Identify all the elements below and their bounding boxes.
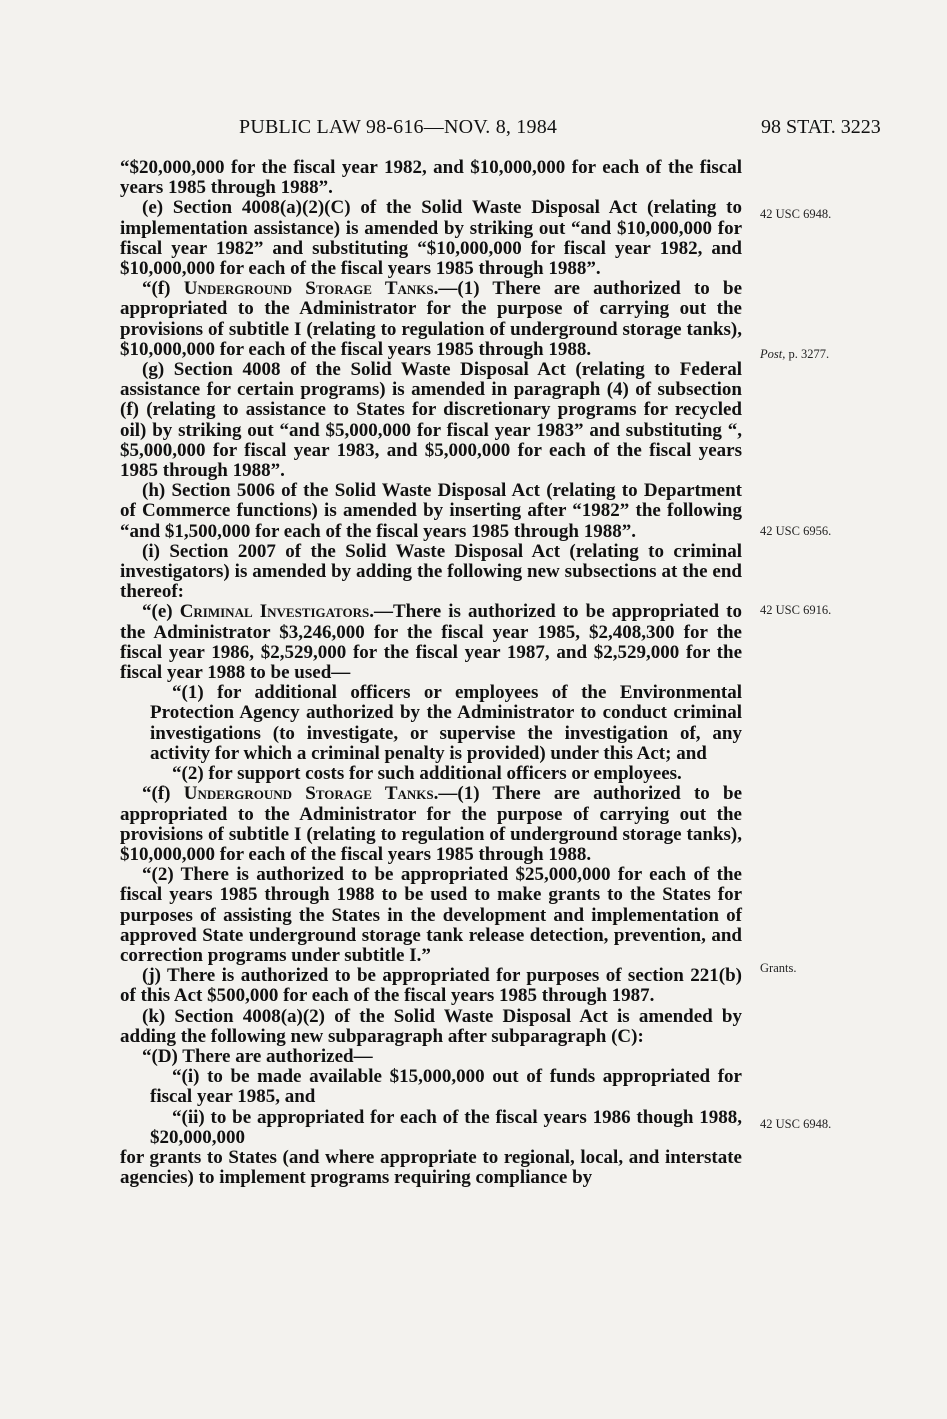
paragraph-criminal-investigators: “(e) Criminal Investigators.—There is authorized to be appropriated to the Administrator $3,246,000 for the fiscal year 1985, $2,408,300 for the fiscal year 1986, $2,529,000 for the fiscal year 1987, and $2,529,000 for the fiscal year 1988 to be used— xyxy=(120,601,742,684)
paragraph-f-underground-tanks: “(f) Underground Storage Tanks.—(1) There are authorized to be appropriated to the Administrator for the purpose of carrying out the provisions of subtitle I (relating to regulation of underground storage tanks), $10,000,000 for each of the fiscal years 1985 through 1988. xyxy=(120,278,742,360)
paragraph-g: (g) Section 4008 of the Solid Waste Disposal Act (relating to Federal assistance for certain programs) is amended in paragraph (4) of subsection (f) (relating to assistance to States for discretionary programs for recycled oil) by striking out “and $5,000,000 for fiscal year 1983” and substituting “, $5,000,000 for fiscal year 1983, and $5,000,000 for each of the fiscal years 1985 through 1988”. xyxy=(120,359,742,482)
paragraph-continuation: “$20,000,000 for the fiscal year 1982, and $10,000,000 for each of the fiscal years 1985 through 1988”. xyxy=(120,157,742,199)
paragraph-k: (k) Section 4008(a)(2) of the Solid Waste Disposal Act is amended by adding the following new subparagraph after subparagraph (C): xyxy=(120,1005,742,1047)
margin-note-grants: Grants. xyxy=(760,961,797,975)
margin-note-usc-6956: 42 USC 6956. xyxy=(760,524,832,538)
statute-body xyxy=(120,158,742,1188)
paragraph-item-1: “(1) for additional officers or employees of the Environmental Protection Agency authorized by the Administrator to conduct criminal investigations (to investigate, or supervise the investigation of, any activity for which a criminal penalty is provided) under this Act; and xyxy=(150,682,742,764)
paragraph-d-i: “(i) to be made available $15,000,000 out of funds appropriated for fiscal year 1985, and xyxy=(150,1066,742,1108)
paragraph-d: “(D) There are authorized— xyxy=(142,1045,373,1067)
margin-note-usc-6948: 42 USC 6948. xyxy=(760,207,832,221)
paragraph-f-underground-tanks-2: “(f) Underground Storage Tanks.—(1) There are authorized to be appropriated to the Administrator for the purpose of carrying out the provisions of subtitle I (relating to regulation of underground storage tanks), $10,000,000 for each of the fiscal years 1985 through 1988. xyxy=(120,783,742,865)
paragraph-d-ii: “(ii) to be appropriated for each of the fiscal years 1986 though 1988, $20,000,000 xyxy=(150,1106,742,1148)
margin-note-usc-6916: 42 USC 6916. xyxy=(760,603,832,617)
paragraph-grants-to-states: for grants to States (and where appropriate to regional, local, and interstate agencies) to implement programs requiring compliance by xyxy=(120,1146,742,1189)
paragraph-item-2: “(2) for support costs for such additional officers or employees. xyxy=(172,763,682,785)
paragraph-j: (j) There is authorized to be appropriated for purposes of section 221(b) of this Act $500,000 for each of the fiscal years 1985 through 1987. xyxy=(120,965,742,1007)
page-header-stat: 98 STAT. 3223 xyxy=(761,116,881,138)
paragraph-h: (h) Section 5006 of the Solid Waste Disposal Act (relating to Department of Commerce functions) is amended by inserting after “1982” the following “and $1,500,000 for each of the fiscal years 1985 through 1988”. xyxy=(120,480,742,542)
page-header-title: PUBLIC LAW 98-616—NOV. 8, 1984 xyxy=(239,116,558,138)
margin-note-usc-6948-2: 42 USC 6948. xyxy=(760,1117,832,1131)
paragraph-grants: “(2) There is authorized to be appropriated $25,000,000 for each of the fiscal years 1985 through 1988 to be used to make grants to the States for purposes of assisting the States in the development and implementation of approved State underground storage tank release detection, prevention, and correction programs under subtitle I.” xyxy=(120,864,742,966)
margin-note-post-3277: Post, p. 3277. xyxy=(760,347,830,361)
paragraph-e: (e) Section 4008(a)(2)(C) of the Solid Waste Disposal Act (relating to implementation assistance) is amended by striking out “and $10,000,000 for fiscal year 1982” and substituting “$10,000,000 for fiscal year 1982, and $10,000,000 for each of the fiscal years 1985 through 1988”. xyxy=(120,197,742,280)
paragraph-i: (i) Section 2007 of the Solid Waste Disposal Act (relating to criminal investigators) is amended by adding the following new subsections at the end thereof: xyxy=(120,540,742,603)
